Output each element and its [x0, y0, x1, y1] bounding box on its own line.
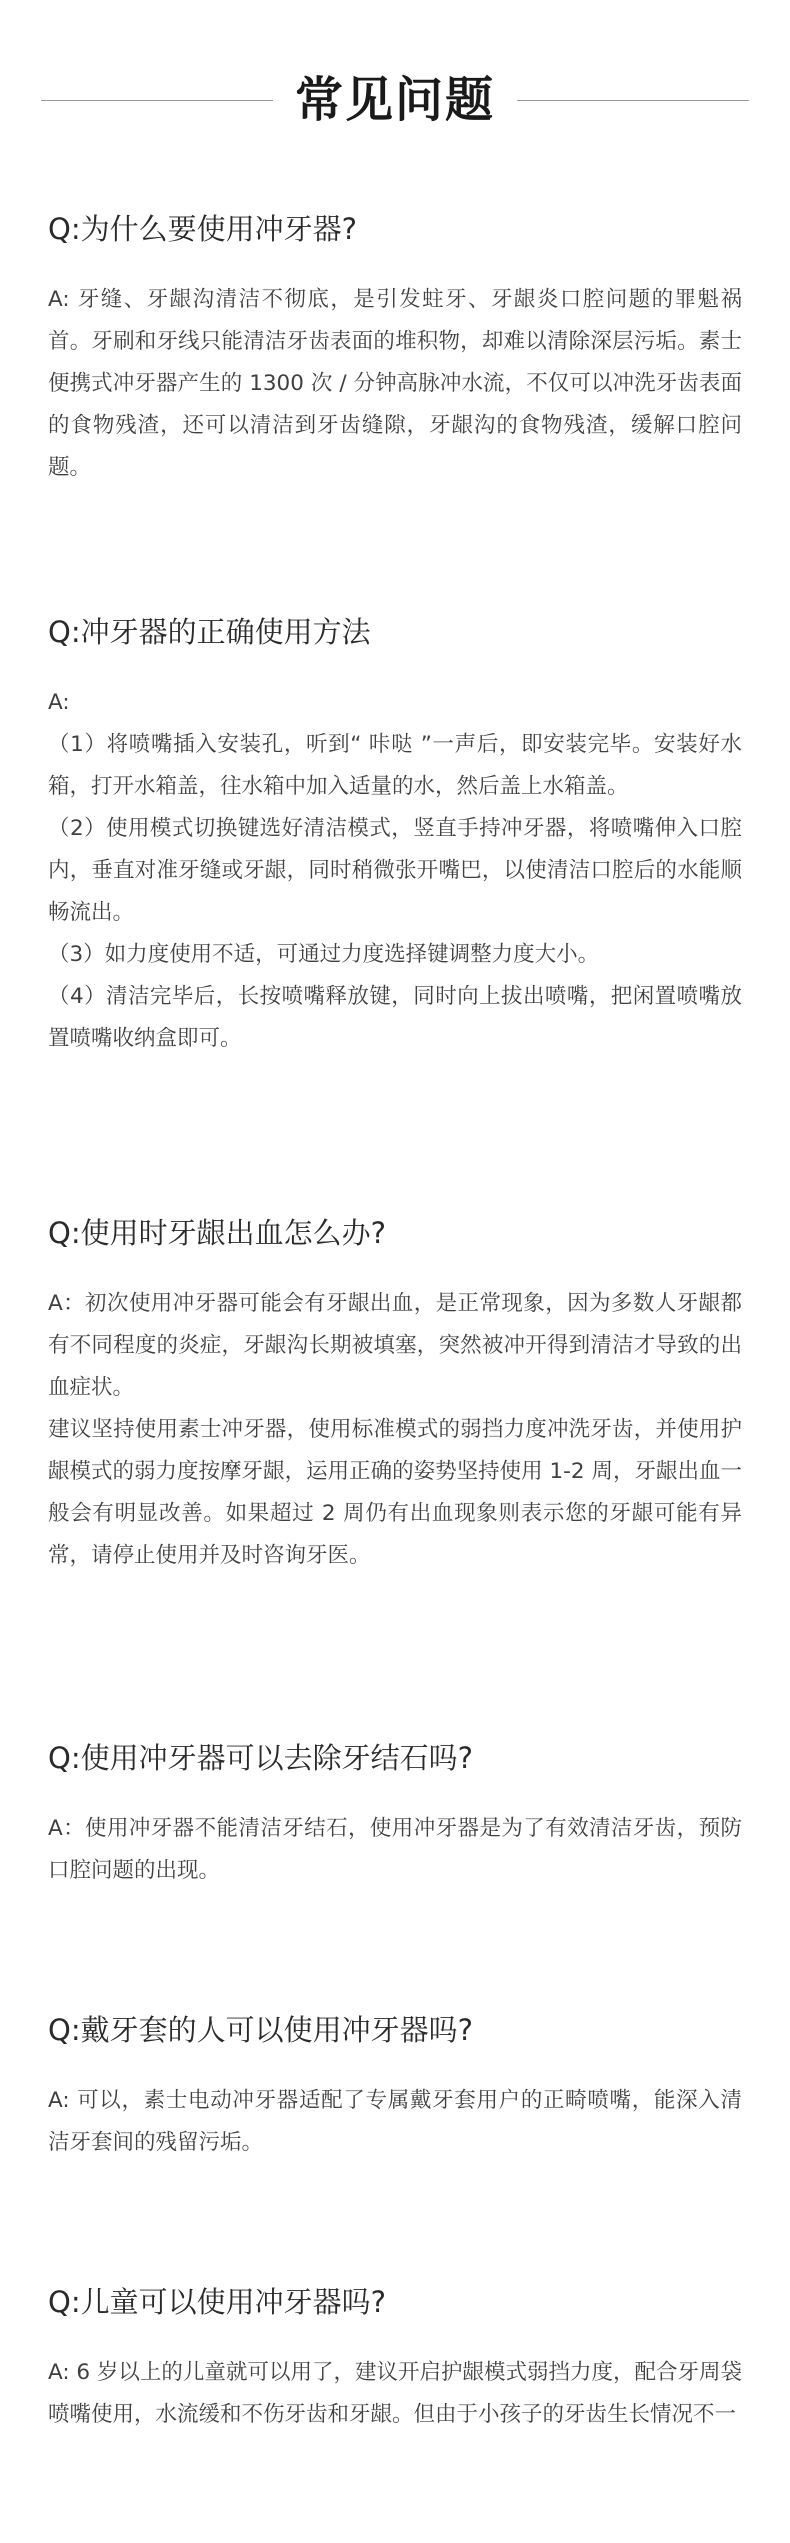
header-left-rule: [41, 100, 273, 101]
faq-answer: A: 牙缝、牙龈沟清洁不彻底，是引发蛀牙、牙龈炎口腔问题的罪魁祸首。牙刷和牙线只能清洁牙齿表面的堆积物，却难以清除深层污垢。素士便携式冲牙器产生的 1300 次 / 分钟高脉冲水流，不仅可以冲洗牙齿表面的食物残渣，还可以清洁到牙齿缝隙，牙龈沟的食物残渣，缓解口腔问题。: [48, 287, 742, 480]
faq-answer-step: （3）如力度使用不适，可通过力度选择键调整力度大小。: [48, 942, 600, 967]
page-title: 常见问题: [294, 72, 495, 128]
faq-answer: A: 可以，素士电动冲牙器适配了专属戴牙套用户的正畸喷嘴，能深入清洁牙套间的残留污垢。: [48, 2088, 742, 2155]
faq-answer: A：使用冲牙器不能清洁牙结石，使用冲牙器是为了有效清洁牙齿，预防口腔问题的出现。: [48, 1816, 742, 1883]
faq-question: Q:儿童可以使用冲牙器吗?: [48, 2285, 386, 2319]
faq-item-4: [48, 1738, 742, 1892]
faq-answer-intro: A:: [48, 690, 70, 715]
header-right-rule: [517, 100, 749, 101]
faq-item-6: [48, 2282, 742, 2436]
faq-item-1: [48, 209, 742, 489]
faq-item-2: [48, 612, 742, 1060]
faq-answer: A: 6 岁以上的儿童就可以用了，建议开启护龈模式弱挡力度，配合牙周袋喷嘴使用，水流缓和不伤牙齿和牙龈。但由于小孩子的牙齿生长情况不一: [48, 2360, 742, 2427]
faq-item-5: [48, 2010, 742, 2164]
faq-answer-advice: 建议坚持使用素士冲牙器，使用标准模式的弱挡力度冲洗牙齿，并使用护龈模式的弱力度按摩牙龈，运用正确的姿势坚持使用 1-2 周，牙龈出血一般会有明显改善。如果超过 2 周仍有出血现象则表示您的牙龈可能有异常，请停止使用并及时咨询牙医。: [48, 1417, 742, 1568]
faq-item-3: [48, 1213, 742, 1577]
faq-question: Q:使用时牙龈出血怎么办?: [48, 1216, 386, 1250]
faq-question: Q:冲牙器的正确使用方法: [48, 615, 371, 649]
faq-question: Q:为什么要使用冲牙器?: [48, 212, 357, 246]
faq-answer: A：初次使用冲牙器可能会有牙龈出血，是正常现象，因为多数人牙龈都有不同程度的炎症，牙龈沟长期被填塞，突然被冲开得到清洁才导致的出血症状。: [48, 1291, 742, 1400]
faq-header: [0, 70, 790, 130]
faq-question: Q:戴牙套的人可以使用冲牙器吗?: [48, 2013, 473, 2047]
faq-question: Q:使用冲牙器可以去除牙结石吗?: [48, 1741, 473, 1775]
faq-answer-step: （1）将喷嘴插入安装孔，听到“ 咔哒 ”一声后，即安装完毕。安装好水箱，打开水箱盖，往水箱中加入适量的水，然后盖上水箱盖。: [48, 732, 742, 799]
faq-answer-step: （2）使用模式切换键选好清洁模式，竖直手持冲牙器，将喷嘴伸入口腔内，垂直对准牙缝或牙龈，同时稍微张开嘴巴，以使清洁口腔后的水能顺畅流出。: [48, 816, 742, 925]
faq-answer-step: （4）清洁完毕后，长按喷嘴释放键，同时向上拔出喷嘴，把闲置喷嘴放置喷嘴收纳盒即可。: [48, 984, 742, 1051]
